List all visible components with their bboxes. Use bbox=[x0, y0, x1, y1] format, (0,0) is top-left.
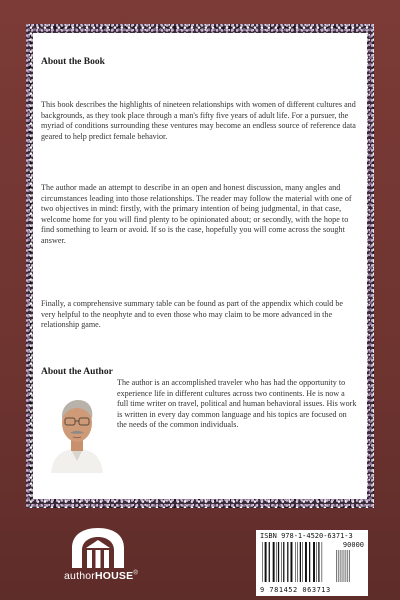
barcode-bar bbox=[273, 542, 275, 582]
price-code: 90000 bbox=[342, 541, 364, 549]
barcode-bar bbox=[300, 542, 301, 582]
barcode-bar bbox=[276, 542, 277, 582]
barcode-bar bbox=[322, 542, 323, 582]
barcode-bar bbox=[302, 542, 303, 582]
publisher-name bbox=[46, 570, 156, 582]
content-panel bbox=[33, 33, 367, 499]
barcode-bar bbox=[290, 542, 292, 582]
barcode-bar bbox=[283, 542, 284, 582]
barcode-bar bbox=[265, 542, 267, 582]
barcode-bar bbox=[316, 542, 317, 582]
publisher-trademark: ® bbox=[133, 570, 138, 577]
barcode-bar bbox=[346, 550, 347, 582]
barcode-bar bbox=[313, 542, 315, 582]
ean-number: 9 781452 063713 bbox=[260, 586, 331, 594]
barcode-bar bbox=[295, 542, 296, 582]
barcode-bar bbox=[305, 542, 307, 582]
barcode-bar bbox=[344, 550, 345, 582]
author-photo bbox=[45, 389, 109, 473]
barcode-bar bbox=[297, 542, 298, 582]
publisher-name-house: HOUSE bbox=[95, 570, 134, 582]
barcode bbox=[256, 530, 368, 596]
book-paragraph-2: The author made an attempt to describe in an open and honest discussion, many angles and circumstances leading into those relationships. The reader may follow the material with one of two objectives in mind: firstly, with the primary intention of being judgmental, in that case, welcome home for you will find plenty to be opinionated about; or secondly, with the hope to find something to learn or avoid. If so is the case, hopefully you will come across the sought answer. bbox=[41, 183, 352, 245]
barcode-bars bbox=[262, 542, 332, 582]
barcode-bar bbox=[338, 550, 339, 582]
book-paragraph-3: Finally, a comprehensive summary table can be found as part of the appendix which could be very helpful to the neophyte and to even those who may claim to be more advanced in the relationship game. bbox=[41, 299, 343, 330]
about-author-heading: About the Author bbox=[41, 367, 113, 377]
barcode-bar bbox=[336, 550, 337, 582]
barcode-addon-bars bbox=[336, 550, 364, 582]
barcode-bar bbox=[278, 542, 279, 582]
barcode-bar bbox=[262, 542, 263, 582]
barcode-bar bbox=[318, 542, 319, 582]
barcode-bar bbox=[340, 550, 341, 582]
author-bio: The author is an accomplished traveler who has had the opportunity to experience life in different cultures across two continents. He is now a full time writer on travel, political and human behavioral issues. His work is written in every day common language and his topics are focused on the needs of the common individuals. bbox=[117, 378, 357, 430]
about-book-heading: About the Book bbox=[41, 57, 105, 67]
publisher-name-prefix: author bbox=[64, 570, 95, 582]
barcode-bar bbox=[309, 542, 310, 582]
barcode-bar bbox=[348, 550, 349, 582]
isbn-text: ISBN 978-1-4520-6371-3 bbox=[260, 532, 353, 540]
barcode-bar bbox=[287, 542, 288, 582]
barcode-bar bbox=[281, 542, 282, 582]
book-paragraph-1: This book describes the highlights of nineteen relationships with women of different cultures and backgrounds, as they took place through a man's fifty five years of adult life. For a pursuer, the myriad of conditions surrounding these ventures may become an endless source of reference data geared to help predict female behavior. bbox=[41, 100, 356, 141]
barcode-bar bbox=[269, 542, 270, 582]
barcode-bar bbox=[349, 550, 350, 582]
barcode-bar bbox=[342, 550, 343, 582]
